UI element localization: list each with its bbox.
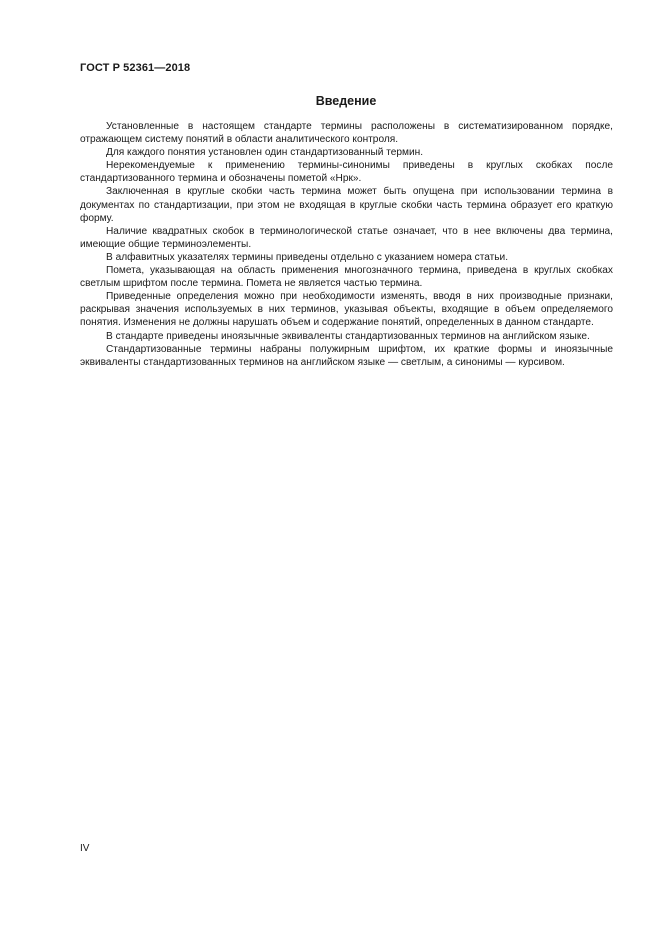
page-number: IV [80,843,90,854]
paragraph: Нерекомендуемые к применению термины-синонимы приведены в круглых скобках после стандартизованного термина и обозначены пометой «Нрк». [80,160,613,185]
document-code: ГОСТ Р 52361—2018 [80,62,191,74]
paragraph: Стандартизованные термины набраны полужирным шрифтом, их краткие формы и иноязычные эквиваленты стандартизованных терминов на английском языке — светлым, а синонимы — курсивом. [80,343,613,368]
paragraph: Заключенная в круглые скобки часть термина может быть опущена при использовании термина в документах по стандартизации, при этом не входящая в круглые скобки часть термина образует его краткую форму. [80,186,613,224]
paragraph: Наличие квадратных скобок в терминологической статье означает, что в нее включены два термина, имеющие общие терминоэлементы. [80,225,613,250]
paragraph: Помета, указывающая на область применения многозначного термина, приведена в круглых скобках светлым шрифтом после термина. Помета не является частью термина. [80,265,613,290]
paragraph: Установленные в настоящем стандарте термины расположены в систематизированном порядке, отражающем систему понятий в области аналитического контроля. [80,121,613,146]
introduction-body [80,120,613,369]
paragraph: Приведенные определения можно при необходимости изменять, вводя в них производные признаки, раскрывая значения используемых в них терминов, указывая объекты, входящие в объем определяемого понятия. Изменения не должны нарушать объем и содержание понятий, определенных в данном стандарте. [80,291,613,329]
paragraph: В алфавитных указателях термины приведены отдельно с указанием номера статьи. [106,251,509,263]
section-title: Введение [315,94,377,108]
paragraph: Для каждого понятия установлен один стандартизованный термин. [106,147,424,159]
paragraph: В стандарте приведены иноязычные эквиваленты стандартизованных терминов на английском языке. [106,330,590,342]
